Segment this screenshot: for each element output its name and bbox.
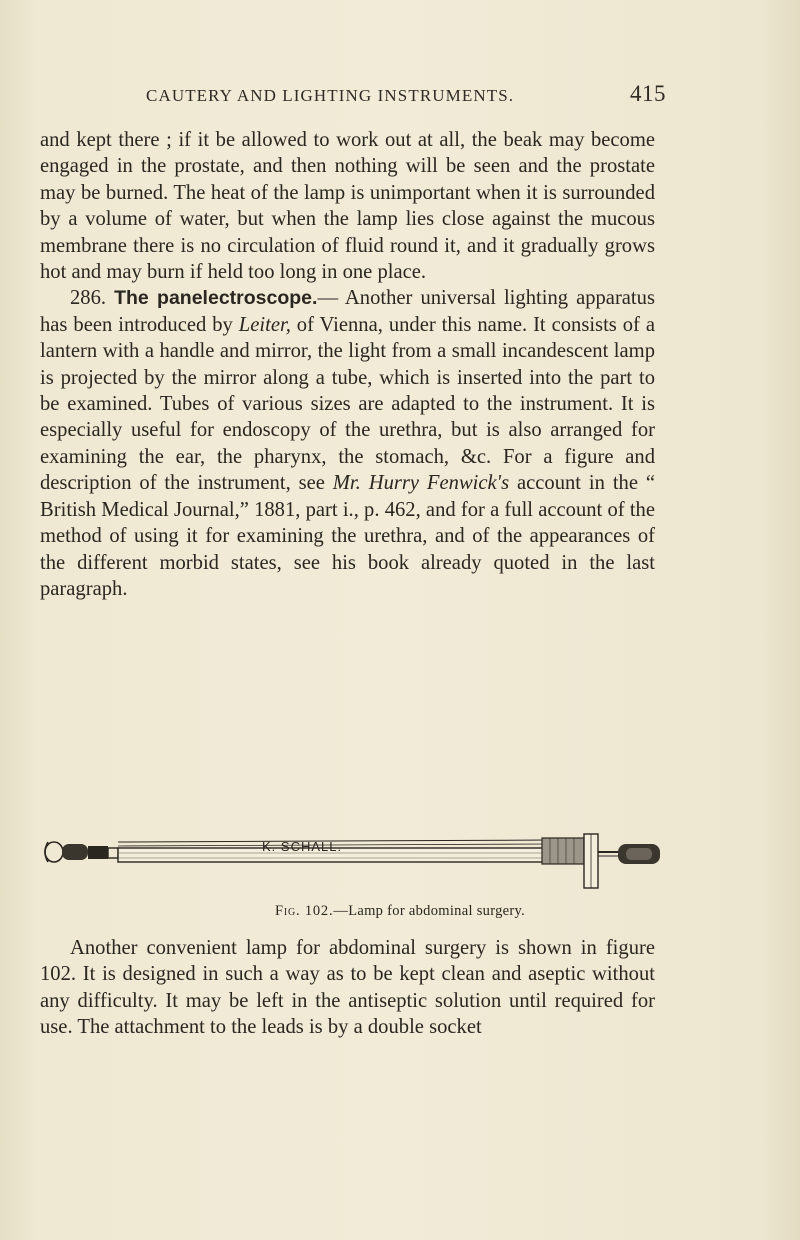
page-number: 415 xyxy=(630,81,666,106)
figure-lamp-illustration xyxy=(40,832,670,892)
paragraph-text-c: account in the “ British Medical Journal,” 1881, part i., p. 462, and for a full account of the method of using it for examining the urethra, and of the appearances of the different morbid states, see his book already quoted in the last paragraph. xyxy=(40,472,656,600)
section-number: 286. xyxy=(70,287,107,310)
lamp-engraving xyxy=(40,832,670,892)
running-title: CAUTERY AND LIGHTING INSTRUMENTS. xyxy=(146,86,515,105)
section-heading: The panelectroscope. xyxy=(114,287,318,310)
paragraph-panelectroscope xyxy=(40,285,655,602)
figure-caption xyxy=(0,903,800,920)
paragraph-abdominal-lamp: Another convenient lamp for abdominal surgery is shown in figure 102. It is designed in such a way as to be kept clean and aseptic without any difficulty. It may be left in the antiseptic solution until required for use. The attachment to the leads is by a double socket xyxy=(40,937,655,1039)
caption-text: —Lamp for abdominal surgery. xyxy=(333,903,526,919)
author-name: Leiter, xyxy=(238,313,291,336)
caption-label: Fig. 102. xyxy=(274,903,334,919)
paragraph-text-b: of Vienna, under this name. It consists of a lantern with a handle and mirror, the light from a small incandescent lamp is projected by the mirror along a tube, which is inserted into the part to be examined. Tubes of various sizes are adapted to the instrument. It is especially useful for endoscopy of the urethra, but is also arranged for examining the ear, the pharynx, the stomach, &c. For a figure and description of the instrument, see xyxy=(40,313,655,495)
body-text-top xyxy=(40,127,655,602)
paragraph-continued: and kept there ; if it be allowed to work out at all, the beak may become engaged in the prostate, and then nothing will be seen and the prostate may be burned. The heat of the lamp is unimportant when it is surrounded by a volume of water, but when the lamp lies close against the mucous membrane there is no circulation of fluid round it, and it gradually grows hot and may burn if held too long in one place. xyxy=(40,129,655,284)
paragraph-text-a: — Another universal lighting apparatus has been introduced by xyxy=(40,287,655,336)
body-text-bottom xyxy=(40,935,655,1041)
reference-author: Mr. Hurry Fenwick's xyxy=(332,472,510,495)
engraved-maker-label: K. SCHALL. xyxy=(262,839,343,854)
